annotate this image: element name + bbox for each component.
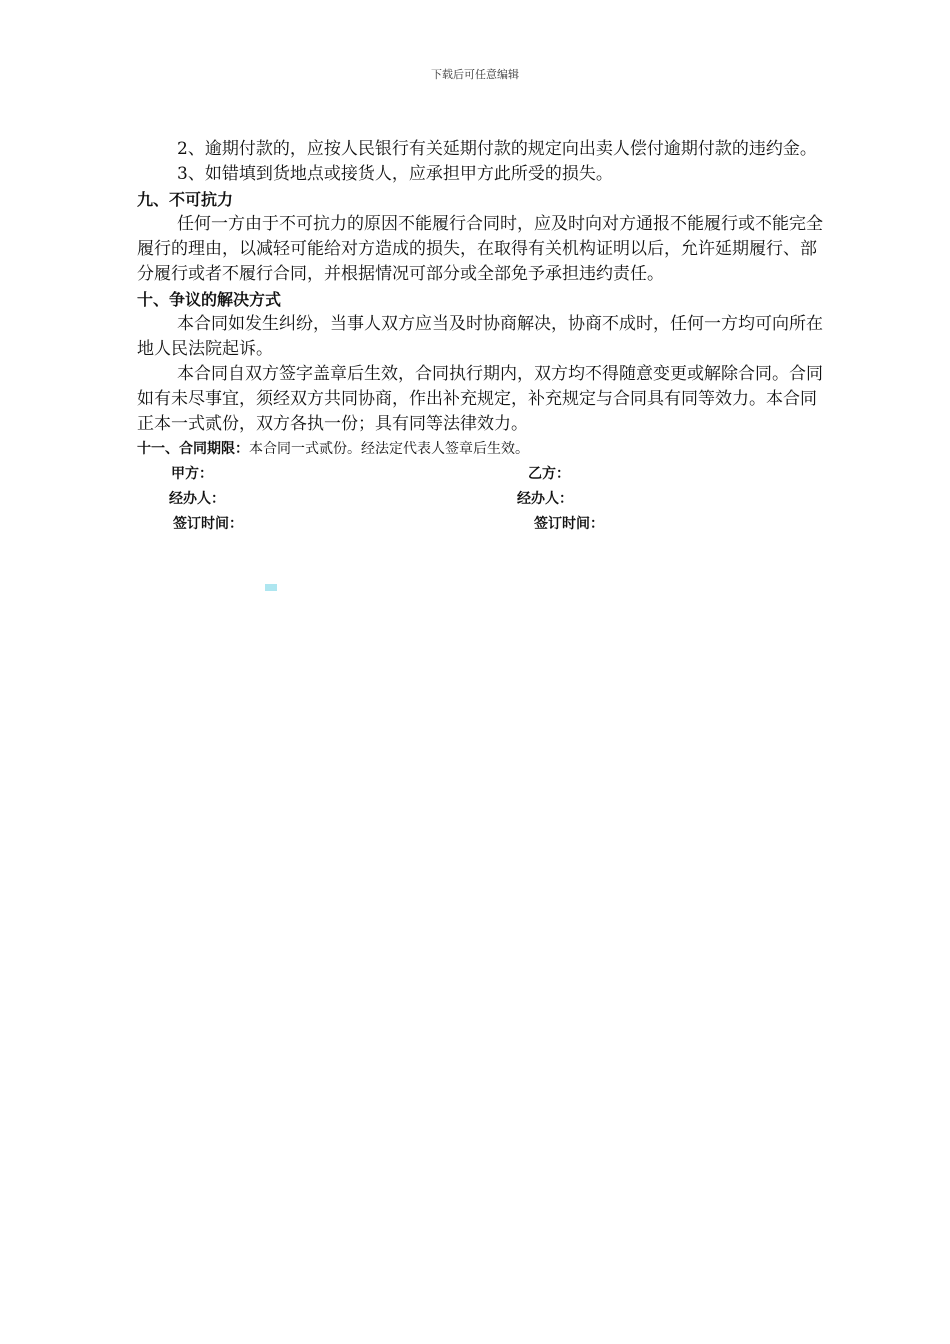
contract-body [137,137,832,537]
signature-row-agents [137,487,832,512]
clause-effectiveness: 本合同自双方签字盖章后生效，合同执行期内，双方均不得随意变更或解除合同。合同如有未尽事宜，须经双方共同协商，作出补充规定，补充规定与合同具有同等效力。本合同正本一式贰份，双方各执一份；具有同等法律效力。 [137,364,823,434]
clause-force-majeure: 任何一方由于不可抗力的原因不能履行合同时，应及时向对方通报不能履行或不能完全履行的理由，以减轻可能给对方造成的损失，在取得有关机构证明以后，允许延期履行、部分履行或者不履行合同，并根据情况可部分或全部免予承担违约责任。 [137,214,823,284]
agent-a-label: 经办人： [169,491,225,507]
party-a-label: 甲方： [171,466,213,482]
section-heading-force-majeure: 九、不可抗力 [137,190,234,209]
signature-row-parties [137,462,832,487]
contract-term-label: 十一、合同期限： [137,441,249,457]
agent-b-label: 经办人： [517,491,573,507]
date-a-label: 签订时间： [173,516,243,532]
section-heading-dispute: 十、争议的解决方式 [137,290,282,309]
clause-late-payment: 2、逾期付款的，应按人民银行有关延期付款的规定向出卖人偿付逾期付款的违约金。 [177,139,817,159]
section-contract-term [137,437,832,462]
date-b-label: 签订时间： [534,516,604,532]
page-header-note: 下载后可任意编辑 [431,68,519,81]
highlight-marker [265,584,277,591]
party-b-label: 乙方： [528,466,570,482]
signature-row-dates [137,512,832,537]
clause-dispute: 本合同如发生纠纷，当事人双方应当及时协商解决，协商不成时，任何一方均可向所在地人民法院起诉。 [137,314,823,359]
clause-wrong-delivery: 3、如错填到货地点或接货人，应承担甲方此所受的损失。 [177,164,613,184]
contract-term-text: 本合同一式贰份。经法定代表人签章后生效。 [249,441,529,457]
